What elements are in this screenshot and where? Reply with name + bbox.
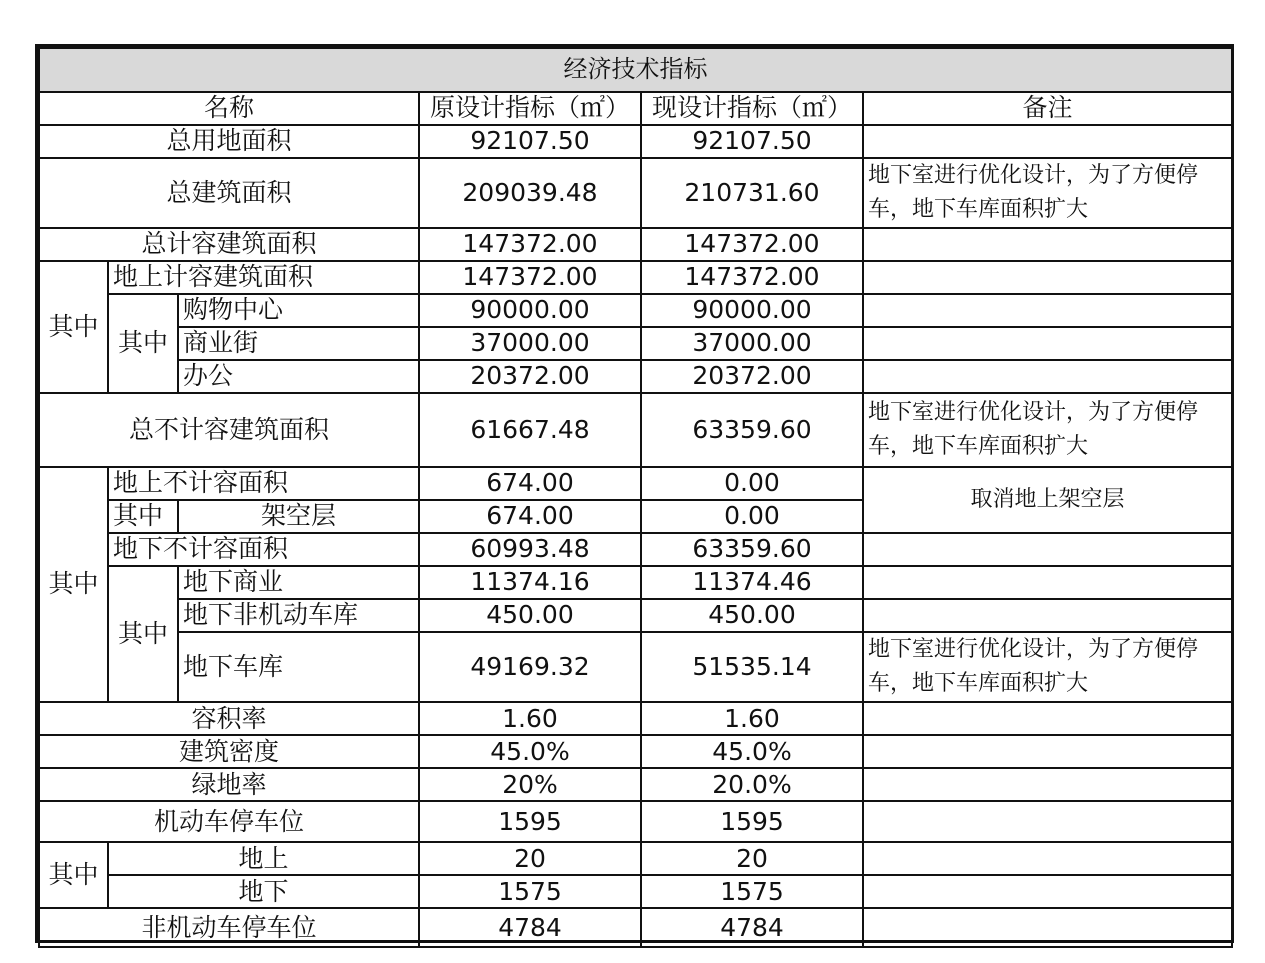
cell-above-far-orig: 147372.00 <box>419 261 641 294</box>
cell-below-nonfar-note <box>863 533 1232 566</box>
cell-far-ratio-curr: 1.60 <box>641 702 863 735</box>
row-label-density: 建筑密度 <box>39 735 419 768</box>
cell-above-parking-orig: 20 <box>419 842 641 875</box>
group-label-nonfar: 其中 <box>39 467 108 702</box>
cell-office-note <box>863 360 1232 393</box>
cell-far-ratio-orig: 1.60 <box>419 702 641 735</box>
row-label-below-parking: 地下 <box>108 875 419 908</box>
cell-mall-curr: 90000.00 <box>641 294 863 327</box>
cell-total-nonfar-note: 地下室进行优化设计，为了方便停车，地下车库面积扩大 <box>863 393 1232 467</box>
cell-total-land-orig: 92107.50 <box>419 125 641 158</box>
cell-below-garage-orig: 49169.32 <box>419 632 641 702</box>
cell-mall-orig: 90000.00 <box>419 294 641 327</box>
cell-total-build-orig: 209039.48 <box>419 158 641 228</box>
cell-above-far-curr: 147372.00 <box>641 261 863 294</box>
cell-bike-parking-curr: 4784 <box>641 908 863 947</box>
cell-below-commerce-curr: 11374.46 <box>641 566 863 599</box>
economic-indicators-table <box>35 44 1234 943</box>
row-label-green: 绿地率 <box>39 768 419 801</box>
cell-stilt-curr: 0.00 <box>641 500 863 533</box>
cell-below-nonfar-orig: 60993.48 <box>419 533 641 566</box>
cell-above-nonfar-curr: 0.00 <box>641 467 863 500</box>
row-label-office: 办公 <box>178 360 419 393</box>
cell-density-orig: 45.0% <box>419 735 641 768</box>
cell-street-orig: 37000.00 <box>419 327 641 360</box>
row-label-below-nonfar: 地下不计容面积 <box>108 533 419 566</box>
group-label-parking: 其中 <box>39 842 108 908</box>
row-label-below-bike: 地下非机动车库 <box>178 599 419 632</box>
cell-above-far-note <box>863 261 1232 294</box>
row-label-above-nonfar: 地上不计容面积 <box>108 467 419 500</box>
table-title: 经济技术指标 <box>39 48 1232 92</box>
header-current: 现设计指标（㎡） <box>641 92 863 125</box>
cell-street-note <box>863 327 1232 360</box>
row-label-stilt: 架空层 <box>178 500 419 533</box>
cell-bike-parking-orig: 4784 <box>419 908 641 947</box>
cell-green-curr: 20.0% <box>641 768 863 801</box>
row-label-total-build: 总建筑面积 <box>39 158 419 228</box>
cell-green-note <box>863 768 1232 801</box>
cell-below-garage-curr: 51535.14 <box>641 632 863 702</box>
row-label-below-commerce: 地下商业 <box>178 566 419 599</box>
cell-mall-note <box>863 294 1232 327</box>
cell-below-parking-curr: 1575 <box>641 875 863 908</box>
cell-total-far-curr: 147372.00 <box>641 228 863 261</box>
row-label-below-garage: 地下车库 <box>178 632 419 702</box>
group-label-far: 其中 <box>39 261 108 393</box>
row-label-total-nonfar: 总不计容建筑面积 <box>39 393 419 467</box>
cell-car-parking-curr: 1595 <box>641 801 863 842</box>
cell-office-orig: 20372.00 <box>419 360 641 393</box>
header-note: 备注 <box>863 92 1232 125</box>
row-label-total-far: 总计容建筑面积 <box>39 228 419 261</box>
cell-density-note <box>863 735 1232 768</box>
cell-far-ratio-note <box>863 702 1232 735</box>
row-label-bike-parking: 非机动车停车位 <box>39 908 419 947</box>
row-label-total-land: 总用地面积 <box>39 125 419 158</box>
cell-below-garage-note: 地下室进行优化设计，为了方便停车，地下车库面积扩大 <box>863 632 1232 702</box>
cell-total-build-note: 地下室进行优化设计，为了方便停车，地下车库面积扩大 <box>863 158 1232 228</box>
cell-below-commerce-note <box>863 566 1232 599</box>
cell-stilt-orig: 674.00 <box>419 500 641 533</box>
row-label-far-ratio: 容积率 <box>39 702 419 735</box>
cell-below-nonfar-curr: 63359.60 <box>641 533 863 566</box>
cell-total-build-curr: 210731.60 <box>641 158 863 228</box>
cell-above-nonfar-orig: 674.00 <box>419 467 641 500</box>
cell-below-bike-curr: 450.00 <box>641 599 863 632</box>
cell-car-parking-orig: 1595 <box>419 801 641 842</box>
cell-below-parking-orig: 1575 <box>419 875 641 908</box>
row-label-above-far: 地上计容建筑面积 <box>108 261 419 294</box>
cell-below-commerce-orig: 11374.16 <box>419 566 641 599</box>
row-label-street: 商业街 <box>178 327 419 360</box>
cell-above-parking-note <box>863 842 1232 875</box>
row-label-car-parking: 机动车停车位 <box>39 801 419 842</box>
cell-total-nonfar-orig: 61667.48 <box>419 393 641 467</box>
header-original: 原设计指标（㎡） <box>419 92 641 125</box>
cell-car-parking-note <box>863 801 1232 842</box>
subgroup-label-below: 其中 <box>108 566 178 702</box>
cell-total-far-note <box>863 228 1232 261</box>
row-label-mall: 购物中心 <box>178 294 419 327</box>
subgroup-label-far: 其中 <box>108 294 178 393</box>
cell-total-land-note <box>863 125 1232 158</box>
cell-below-parking-note <box>863 875 1232 908</box>
subgroup-label-stilt: 其中 <box>108 500 178 533</box>
cell-below-bike-note <box>863 599 1232 632</box>
cell-total-far-orig: 147372.00 <box>419 228 641 261</box>
row-label-above-parking: 地上 <box>108 842 419 875</box>
cell-total-nonfar-curr: 63359.60 <box>641 393 863 467</box>
cell-green-orig: 20% <box>419 768 641 801</box>
cell-above-parking-curr: 20 <box>641 842 863 875</box>
cell-street-curr: 37000.00 <box>641 327 863 360</box>
cell-density-curr: 45.0% <box>641 735 863 768</box>
cell-total-land-curr: 92107.50 <box>641 125 863 158</box>
cell-bike-parking-note <box>863 908 1232 947</box>
cell-office-curr: 20372.00 <box>641 360 863 393</box>
header-name: 名称 <box>39 92 419 125</box>
cell-cancel-stilt-note: 取消地上架空层 <box>863 467 1232 533</box>
cell-below-bike-orig: 450.00 <box>419 599 641 632</box>
